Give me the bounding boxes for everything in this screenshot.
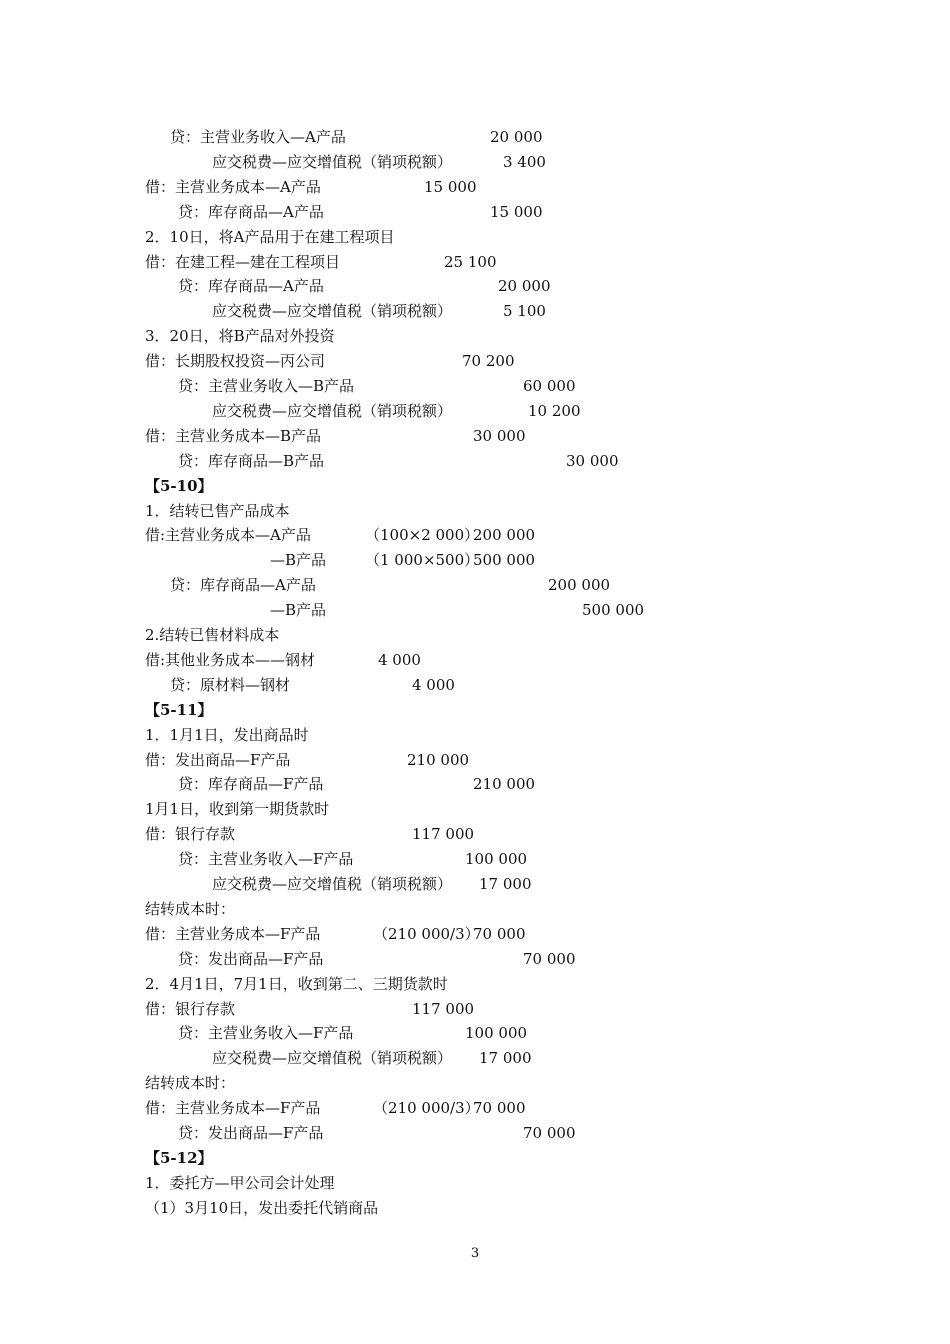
entry-text: 借：银行存款	[145, 999, 236, 1018]
entry-line	[0, 748, 950, 773]
entry-amount: 200 000	[473, 526, 536, 545]
entry-line	[0, 225, 950, 250]
entry-amount: 60 000	[523, 377, 576, 395]
section-heading	[0, 1146, 950, 1171]
entry-text: 借：在建工程—建在工程项目	[145, 252, 341, 271]
entry-text: 应交税费—应交增值税（销项税额）	[212, 875, 453, 893]
entry-text: 贷：主营业务收入—B产品	[178, 377, 355, 395]
entry-text: 贷：库存商品—A产品	[178, 202, 324, 221]
entry-text: 1．结转已售产品成本	[145, 501, 290, 520]
entry-line	[0, 349, 950, 374]
entry-line	[0, 374, 950, 399]
entry-text: 结转成本时：	[145, 1074, 236, 1093]
entry-amount: 500 000	[582, 601, 645, 620]
entry-text: 借:其他业务成本——钢材	[145, 650, 316, 669]
entry-amount: 15 000	[424, 177, 477, 196]
entry-line	[0, 847, 950, 872]
entry-text: 应交税费—应交增值税（销项税额）	[212, 1049, 453, 1068]
entry-line	[0, 1046, 950, 1071]
entry-line	[0, 1171, 950, 1196]
entry-line	[0, 723, 950, 748]
entry-text: 贷：发出商品—F产品	[178, 949, 324, 968]
entry-text: 结转成本时：	[145, 899, 236, 918]
entry-text: 2．10日，将A产品用于在建工程项目	[145, 227, 395, 246]
entry-text: 贷：发出商品—F产品	[178, 1124, 324, 1142]
entry-text: 借:主营业务成本—A产品	[145, 526, 311, 545]
entry-amount: 100 000	[465, 850, 528, 869]
entry-formula: （1 000×500）	[365, 551, 480, 570]
entry-amount: 100 000	[465, 1024, 528, 1043]
entry-line	[0, 598, 950, 623]
entry-text: 【5-10】	[145, 476, 213, 495]
entry-amount: 10 200	[528, 401, 581, 420]
entry-text: 借：发出商品—F产品	[145, 750, 291, 769]
entry-text: 贷：原材料—钢材	[170, 675, 291, 694]
entry-line	[0, 150, 950, 175]
entry-formula: （210 000/3）	[373, 1099, 480, 1118]
entry-line	[0, 922, 950, 947]
entry-text: 贷：主营业务收入—F产品	[178, 850, 354, 869]
entry-text: 应交税费—应交增值税（销项税额）	[212, 152, 453, 171]
entry-amount: 15 000	[490, 202, 543, 221]
entry-text: 应交税费—应交增值税（销项税额）	[212, 401, 453, 420]
entry-amount: 20 000	[490, 128, 543, 146]
entry-amount: 200 000	[548, 576, 611, 595]
entry-amount: 25 100	[444, 252, 497, 271]
entry-line	[0, 499, 950, 524]
entry-line	[0, 250, 950, 275]
entry-line	[0, 1021, 950, 1046]
entry-amount: 500 000	[473, 551, 536, 570]
entry-amount: 30 000	[566, 451, 619, 470]
entry-line	[0, 972, 950, 997]
entry-line	[0, 548, 950, 573]
entry-text: 1月1日，收到第一期货款时	[145, 800, 330, 819]
entry-amount: 4 000	[378, 650, 421, 669]
entry-amount: 20 000	[498, 277, 551, 296]
entry-text: 贷：库存商品—F产品	[178, 775, 324, 794]
entry-text: 2.结转已售材料成本	[145, 626, 280, 644]
entry-line	[0, 399, 950, 424]
entry-line	[0, 573, 950, 598]
entry-line	[0, 125, 950, 150]
entry-amount: 70 000	[473, 924, 526, 943]
entry-amount: 3 400	[503, 152, 546, 171]
entry-formula: （210 000/3）	[373, 924, 480, 943]
entry-line	[0, 947, 950, 972]
entry-text: 【5-12】	[145, 1148, 213, 1167]
entry-text: 应交税费—应交增值税（销项税额）	[212, 302, 453, 321]
entry-line	[0, 523, 950, 548]
entry-amount: 4 000	[412, 675, 455, 694]
entry-amount: 70 000	[523, 949, 576, 968]
section-heading	[0, 698, 950, 723]
entry-text: 贷：库存商品—A产品	[170, 576, 316, 595]
entry-text: 3．20日，将B产品对外投资	[145, 327, 335, 346]
entry-amount: 70 000	[473, 1099, 526, 1118]
entry-amount: 5 100	[503, 302, 546, 321]
entry-amount: 117 000	[412, 999, 475, 1018]
entry-line	[0, 175, 950, 200]
entry-text: 贷：主营业务收入—A产品	[170, 128, 346, 146]
page-number: 3	[470, 1246, 480, 1261]
entry-line	[0, 797, 950, 822]
entry-line	[0, 1196, 950, 1221]
entry-amount: 30 000	[473, 426, 526, 445]
entry-line	[0, 1096, 950, 1121]
entry-text: 借：长期股权投资—丙公司	[145, 352, 326, 371]
entry-line	[0, 648, 950, 673]
entry-line	[0, 623, 950, 648]
entry-amount: 117 000	[412, 825, 475, 844]
entry-text: （1）3月10日，发出委托代销商品	[145, 1198, 379, 1217]
entry-line	[0, 299, 950, 324]
entry-amount: 17 000	[479, 875, 532, 893]
entry-text: 贷：主营业务收入—F产品	[178, 1024, 354, 1043]
entry-text: 【5-11】	[145, 700, 213, 719]
entry-text: —B产品	[270, 551, 327, 570]
entry-text: 1．1月1日，发出商品时	[145, 725, 309, 744]
entry-amount: 210 000	[407, 750, 470, 769]
entry-text: 借：主营业务成本—F产品	[145, 924, 321, 943]
entry-text: 贷：库存商品—B产品	[178, 451, 325, 470]
section-heading	[0, 474, 950, 499]
entry-line	[0, 200, 950, 225]
entry-line	[0, 772, 950, 797]
entry-line	[0, 1071, 950, 1096]
entry-text: 借：银行存款	[145, 825, 236, 844]
entry-amount: 17 000	[479, 1049, 532, 1068]
entry-line	[0, 449, 950, 474]
entry-line	[0, 897, 950, 922]
entry-text: 1．委托方—甲公司会计处理	[145, 1173, 335, 1192]
entry-amount: 70 000	[523, 1124, 576, 1142]
entry-line	[0, 673, 950, 698]
entry-line	[0, 822, 950, 847]
entry-line	[0, 997, 950, 1022]
entry-formula: （100×2 000）	[365, 526, 480, 545]
entry-line	[0, 324, 950, 349]
entry-text: 借：主营业务成本—B产品	[145, 426, 322, 445]
entry-text: —B产品	[270, 601, 327, 620]
entry-line	[0, 424, 950, 449]
entry-amount: 70 200	[462, 352, 515, 371]
entry-line	[0, 1121, 950, 1146]
entry-amount: 210 000	[473, 775, 536, 794]
entry-text: 2．4月1日，7月1日，收到第二、三期货款时	[145, 974, 448, 993]
entry-text: 借：主营业务成本—A产品	[145, 177, 321, 196]
entry-text: 贷：库存商品—A产品	[178, 277, 324, 296]
entry-line	[0, 274, 950, 299]
entry-text: 借：主营业务成本—F产品	[145, 1099, 321, 1118]
entry-line	[0, 872, 950, 897]
